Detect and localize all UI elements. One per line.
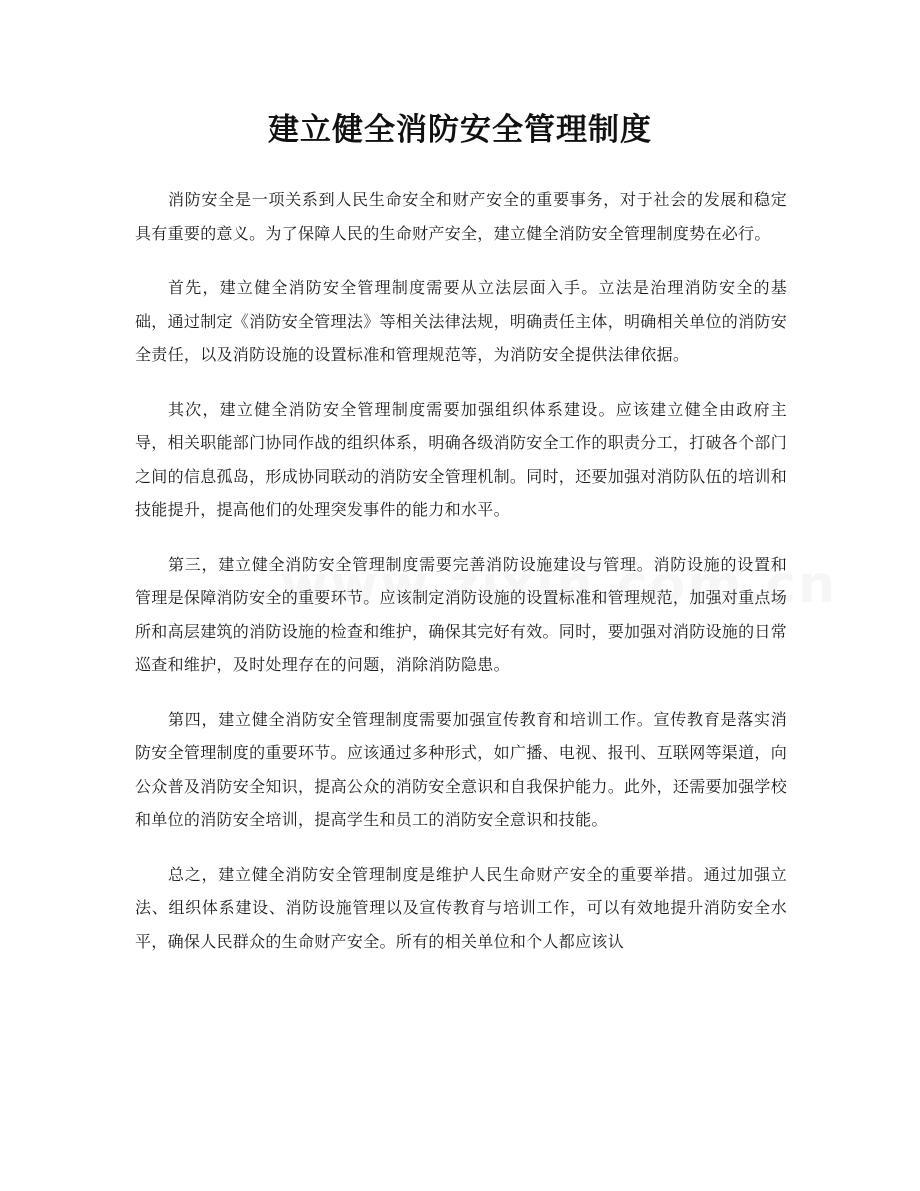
paragraph-facilities: 第三，建立健全消防安全管理制度需要完善消防设施建设与管理。消防设施的设置和管理是保障消防安全的重要环节。应该制定消防设施的设置标准和管理规范，加强对重点场所和高层建筑的消防设施的检查和维护，确保其完好有效。同时，要加强对消防设施的日常巡查和维护，及时处理存在的问题，消除消防隐患。 bbox=[135, 554, 788, 674]
paragraph-legislation: 首先，建立健全消防安全管理制度需要从立法层面入手。立法是治理消防安全的基础，通过制定《消防安全管理法》等相关法律法规，明确责任主体，明确相关单位的消防安全责任，以及消防设施的设置标准和管理规范等，为消防安全提供法律依据。 bbox=[135, 278, 788, 364]
paragraph-education: 第四，建立健全消防安全管理制度需要加强宣传教育和培训工作。宣传教育是落实消防安全管理制度的重要环节。应该通过多种形式，如广播、电视、报刊、互联网等渠道，向公众普及消防安全知识，提高公众的消防安全意识和自我保护能力。此外，还需要加强学校和单位的消防安全培训，提高学生和员工的消防安全意识和技能。 bbox=[135, 709, 788, 829]
document-body bbox=[135, 183, 787, 979]
paragraph-intro: 消防安全是一项关系到人民生命安全和财产安全的重要事务，对于社会的发展和稳定具有重要的意义。为了保障人民的生命财产安全，建立健全消防安全管理制度势在必行。 bbox=[135, 190, 787, 243]
document-title: 建立健全消防安全管理制度 bbox=[268, 112, 652, 148]
paragraph-organization: 其次，建立健全消防安全管理制度需要加强组织体系建设。应该建立健全由政府主导，相关职能部门协同作战的组织体系，明确各级消防安全工作的职责分工，打破各个部门之间的信息孤岛，形成协同联动的消防安全管理机制。同时，还要加强对消防队伍的培训和技能提升，提高他们的处理突发事件的能力和水平。 bbox=[135, 399, 788, 519]
paragraph-conclusion: 总之，建立健全消防安全管理制度是维护人民生命财产安全的重要举措。通过加强立法、组织体系建设、消防设施管理以及宣传教育与培训工作，可以有效地提升消防安全水平，确保人民群众的生命财产安全。所有的相关单位和个人都应该认 bbox=[135, 864, 787, 951]
